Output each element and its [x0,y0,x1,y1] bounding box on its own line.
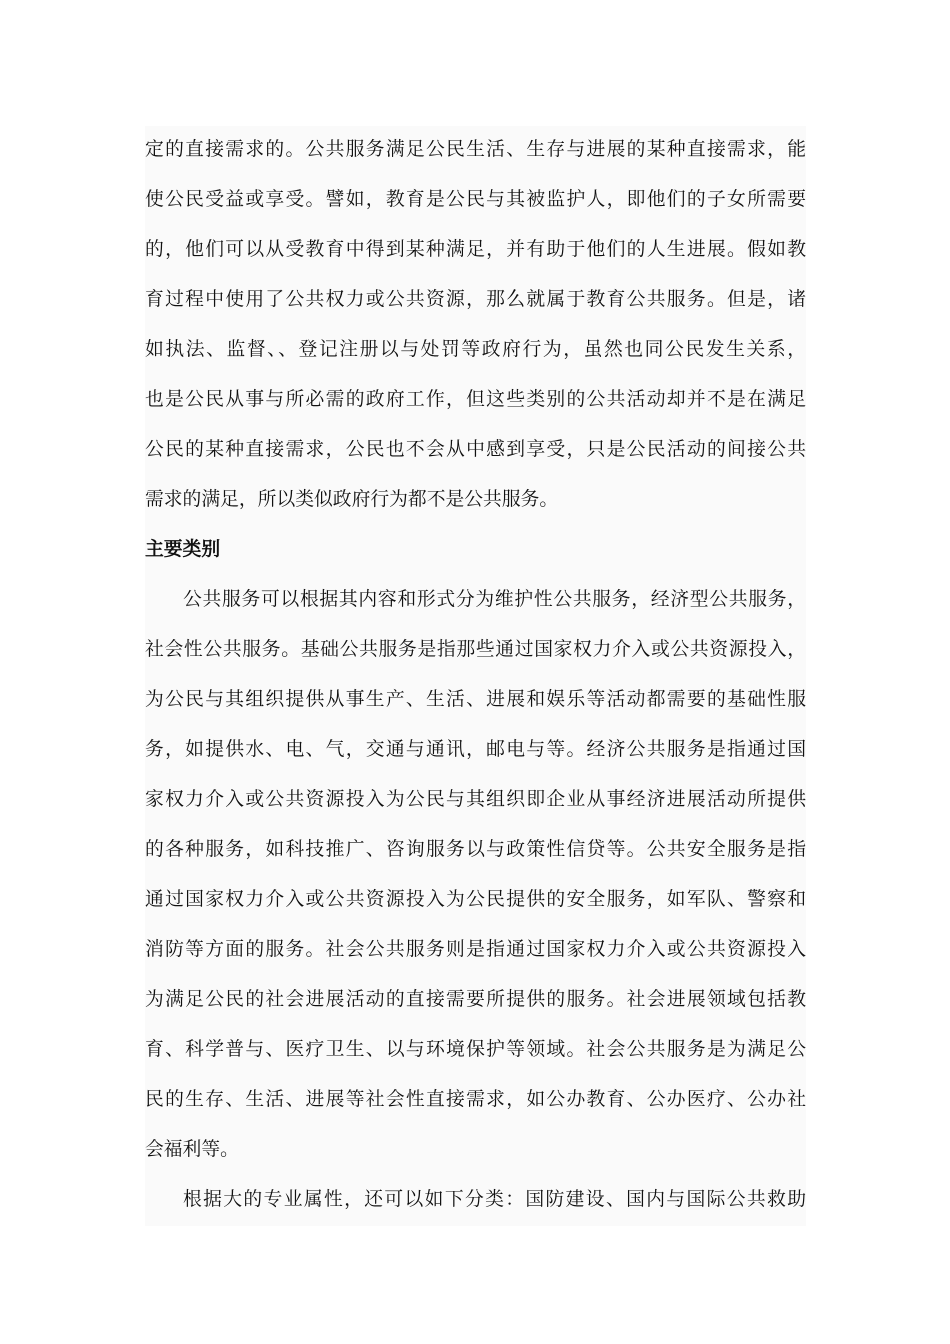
paragraph-professional-classification [145,1182,806,1232]
text-line: 社会性公共服务。基础公共服务是指那些通过国家权力介入或公共资源投入， [145,639,806,660]
text-line: 定的直接需求的。公共服务满足公民生活、生存与进展的某种直接需求，能 [145,139,806,160]
text-line: 务，如提供水、电、气，交通与通讯，邮电与等。经济公共服务是指通过国 [145,739,806,760]
text-line: 公共服务可以根据其内容和形式分为维护性公共服务，经济型公共服务， [183,589,806,610]
text-line: 为公民与其组织提供从事生产、生活、进展和娱乐等活动都需要的基础性服 [145,689,806,710]
text-line: 的，他们可以从受教育中得到某种满足，并有助于他们的人生进展。假如教 [145,239,806,260]
text-line: 也是公民从事与所必需的政府工作，但这些类别的公共活动却并不是在满足 [145,389,806,410]
text-line: 如执法、监督、、登记注册以与处罚等政府行为，虽然也同公民发生关系， [145,339,806,360]
document-body [145,132,806,1232]
text-line: 根据大的专业属性，还可以如下分类：国防建设、国内与国际公共救助 [183,1189,806,1210]
text-line: 民的生存、生活、进展等社会性直接需求，如公办教育、公办医疗、公办社 [145,1089,806,1110]
text-line: 育过程中使用了公共权力或公共资源，那么就属于教育公共服务。但是，诸 [145,289,806,310]
text-line: 为满足公民的社会进展活动的直接需要所提供的服务。社会进展领域包括教 [145,989,806,1010]
paragraph-continuation [145,132,806,532]
text-line: 会福利等。 [145,1139,239,1160]
text-line: 的各种服务，如科技推广、咨询服务以与政策性信贷等。公共安全服务是指 [145,839,806,860]
text-line: 公民的某种直接需求，公民也不会从中感到享受，只是公民活动的间接公共 [145,439,806,460]
text-line: 需求的满足，所以类似政府行为都不是公共服务。 [145,489,559,510]
text-line: 消防等方面的服务。社会公共服务则是指通过国家权力介入或公共资源投入 [145,939,806,960]
section-heading: 主要类别 [145,539,221,560]
text-line: 通过国家权力介入或公共资源投入为公民提供的安全服务，如军队、警察和 [145,889,806,910]
paragraph-categories [145,582,806,1182]
text-line: 家权力介入或公共资源投入为公民与其组织即企业从事经济进展活动所提供 [145,789,806,810]
text-line: 育、科学普与、医疗卫生、以与环境保护等领域。社会公共服务是为满足公 [145,1039,806,1060]
text-line: 使公民受益或享受。譬如，教育是公民与其被监护人，即他们的子女所需要 [145,189,806,210]
